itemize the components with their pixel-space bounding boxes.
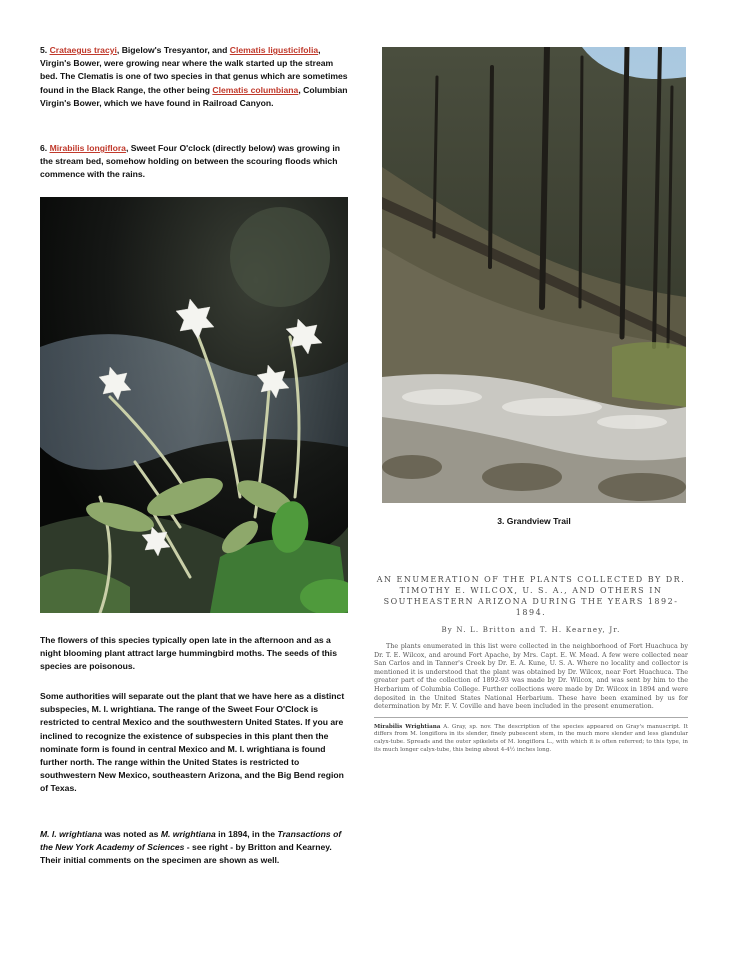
sweet-four-oclock-photo (40, 197, 348, 613)
item-number: 6. (40, 143, 48, 153)
taxon-name: M. wrightiana (160, 829, 216, 839)
paragraph-flowers-moths: The flowers of this species typically open late in the afternoon and as a night blooming plant attract large hummingbird moths. The seeds of this species are poisonous. (40, 635, 337, 672)
text-span: was noted as (102, 829, 161, 839)
link-crataegus[interactable]: Crataegus tracyi (49, 45, 117, 55)
journal-title: Transactions of the New York Academy of Sciences (40, 829, 342, 853)
article-title: AN ENUMERATION OF THE PLANTS COLLECTED BY DR. TIMOTHY E. WILCOX, U. S. A., AND OTHERS IN SOUTHEASTERN ARIZONA DURING THE YEARS 1892-1894. (376, 575, 686, 617)
paragraph-subspecies-range: Some authorities will separate out the plant that we have here as a distinct subspecies, M. l. wrightiana. The range of the Sweet Four O'Clock is restricted to central Mexico and the southwestern United States. If you are inclined to recognize the existence of subspecies in this plant then the nominate form is found in central Mexico and M. l. wrightiana is found further north. The range within the United States is restricted to southwestern New Mexico, southeastern Arizona, and the Big Bend region of Texas. (40, 691, 345, 794)
footnote-text: A. Gray, sp. nov. The description of the species appeared on Gray's manuscript. It differs from M. longiflora in its slender, finely pubescent stem, in the much more slender and less glandular calyx-tube. Spreads and the outer spikelets of M. longiflora L., with which it is often referred; to this type, in its much longer calyx-tube, this being about 4-4½ inches long. (374, 723, 688, 753)
text-span: , Virgin's Bower, were growing near where the walk started up the stream bed. The Clematis is one of two species in that genus which are sometimes found in the Black Range, the other being (40, 45, 348, 95)
grandview-trail-photo (382, 47, 686, 503)
historical-article-scan (374, 574, 688, 754)
footnote-divider (374, 717, 688, 718)
item-number: 5. (40, 45, 48, 55)
text-span: , Bigelow's Tresyantor, and (116, 45, 228, 55)
link-clematis-ligusticifolia[interactable]: Clematis ligusticifolia (229, 45, 319, 55)
link-mirabilis-longiflora[interactable]: Mirabilis longiflora (49, 143, 126, 153)
text-span: in 1894, in the (215, 829, 278, 839)
article-authors: By N. L. Britton and T. H. Kearney, Jr. (441, 626, 621, 634)
paragraph-mirabilis (40, 142, 352, 182)
text-span: - see right - by Britton and Kearney. Their initial comments on the specimen are shown as well. (40, 842, 332, 866)
photo-caption: 3. Grandview Trail (497, 516, 571, 526)
text-span: , Sweet Four O'clock (directly below) was growing in the stream bed, somehow holding on between the scouring floods which commence with the rains. (40, 143, 341, 180)
text-span: , Columbian Virgin's Bower, which we have found in Railroad Canyon. (40, 84, 348, 108)
paragraph-wrightiana-history (40, 828, 352, 868)
link-clematis-columbiana[interactable]: Clematis columbiana (212, 84, 299, 95)
paragraph-crataegus-clematis (40, 44, 352, 110)
taxon-name: M. l. wrightiana (40, 829, 103, 839)
article-footnote (374, 724, 688, 754)
footnote-taxon: Mirabilis Wrightiana (374, 723, 441, 730)
article-body: The plants enumerated in this list were collected in the neighborhood of Fort Huachuca by Dr. T. E. Wilcox, and around Fort Apache, by Mrs. Capt. E. W. Mead. A few were collected near San Carlos and in Tanner's Creek by Dr. E. A. Kune, U. S. A. Where no locality and collector is mentioned it is understood that the plant was obtained by Dr. Wilcox, near Fort Huachuca. The greater part of the collection of 1892-93 was made by Dr. Wilcox, and was sent by him to the Herbarium of Columbia College. Further collections were made by Dr. Wilcox in 1894 and were deposited in the United States National Herbarium. These have been examined by us for determination by Mr. F. V. Coville and have been included in the present enumeration. (374, 642, 688, 711)
